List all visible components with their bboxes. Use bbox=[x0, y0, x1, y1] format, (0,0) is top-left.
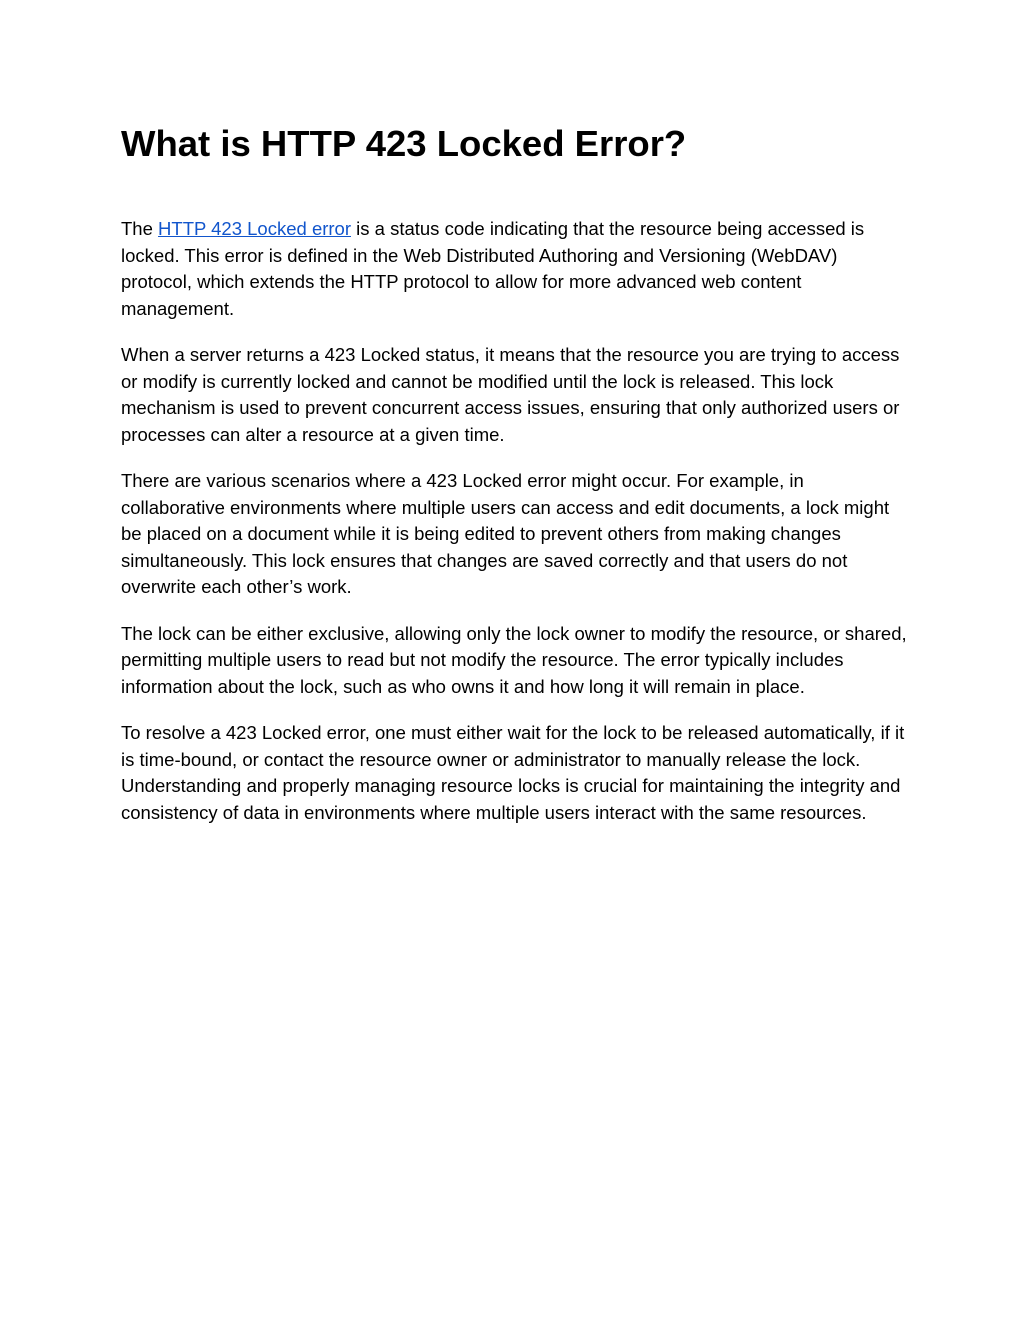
paragraph-intro-suffix: is a status code indicating that the resource being accessed is locked. This error is defined in the Web Distributed Authoring and Versioning (WebDAV) protocol, which extends the HTTP protocol to allow for more advanced web content management. bbox=[121, 218, 865, 319]
paragraph-lock-types: The lock can be either exclusive, allowing only the lock owner to modify the resource, or shared, permitting multiple users to read but not modify the resource. The error typically includes information about the lock, such as who owns it and how long it will remain in place. bbox=[121, 622, 907, 697]
paragraph-server-returns: When a server returns a 423 Locked status, it means that the resource you are trying to access or modify is currently locked and cannot be modified until the lock is released. This lock mechanism is used to prevent concurrent access issues, ensuring that only authorized users or processes can alter a resource at a given time. bbox=[121, 344, 900, 445]
paragraph-scenarios: There are various scenarios where a 423 Locked error might occur. For example, in collaborative environments where multiple users can access and edit documents, a lock might be placed on a document while it is being edited to prevent others from making changes simultaneously. This lock ensures that changes are saved correctly and that users do not overwrite each other’s work. bbox=[121, 470, 890, 597]
paragraph-intro bbox=[121, 216, 911, 322]
http-423-link[interactable]: HTTP 423 Locked error bbox=[158, 218, 351, 239]
article-body bbox=[121, 216, 911, 846]
paragraph-intro-prefix: The bbox=[121, 218, 159, 239]
page-title: What is HTTP 423 Locked Error? bbox=[121, 123, 687, 164]
paragraph-resolve: To resolve a 423 Locked error, one must either wait for the lock to be released automatically, if it is time-bound, or contact the resource owner or administrator to manually release the lock. Understanding and properly managing resource locks is crucial for maintaining the integrity and consistency of data in environments where multiple users interact with the same resources. bbox=[121, 722, 905, 823]
